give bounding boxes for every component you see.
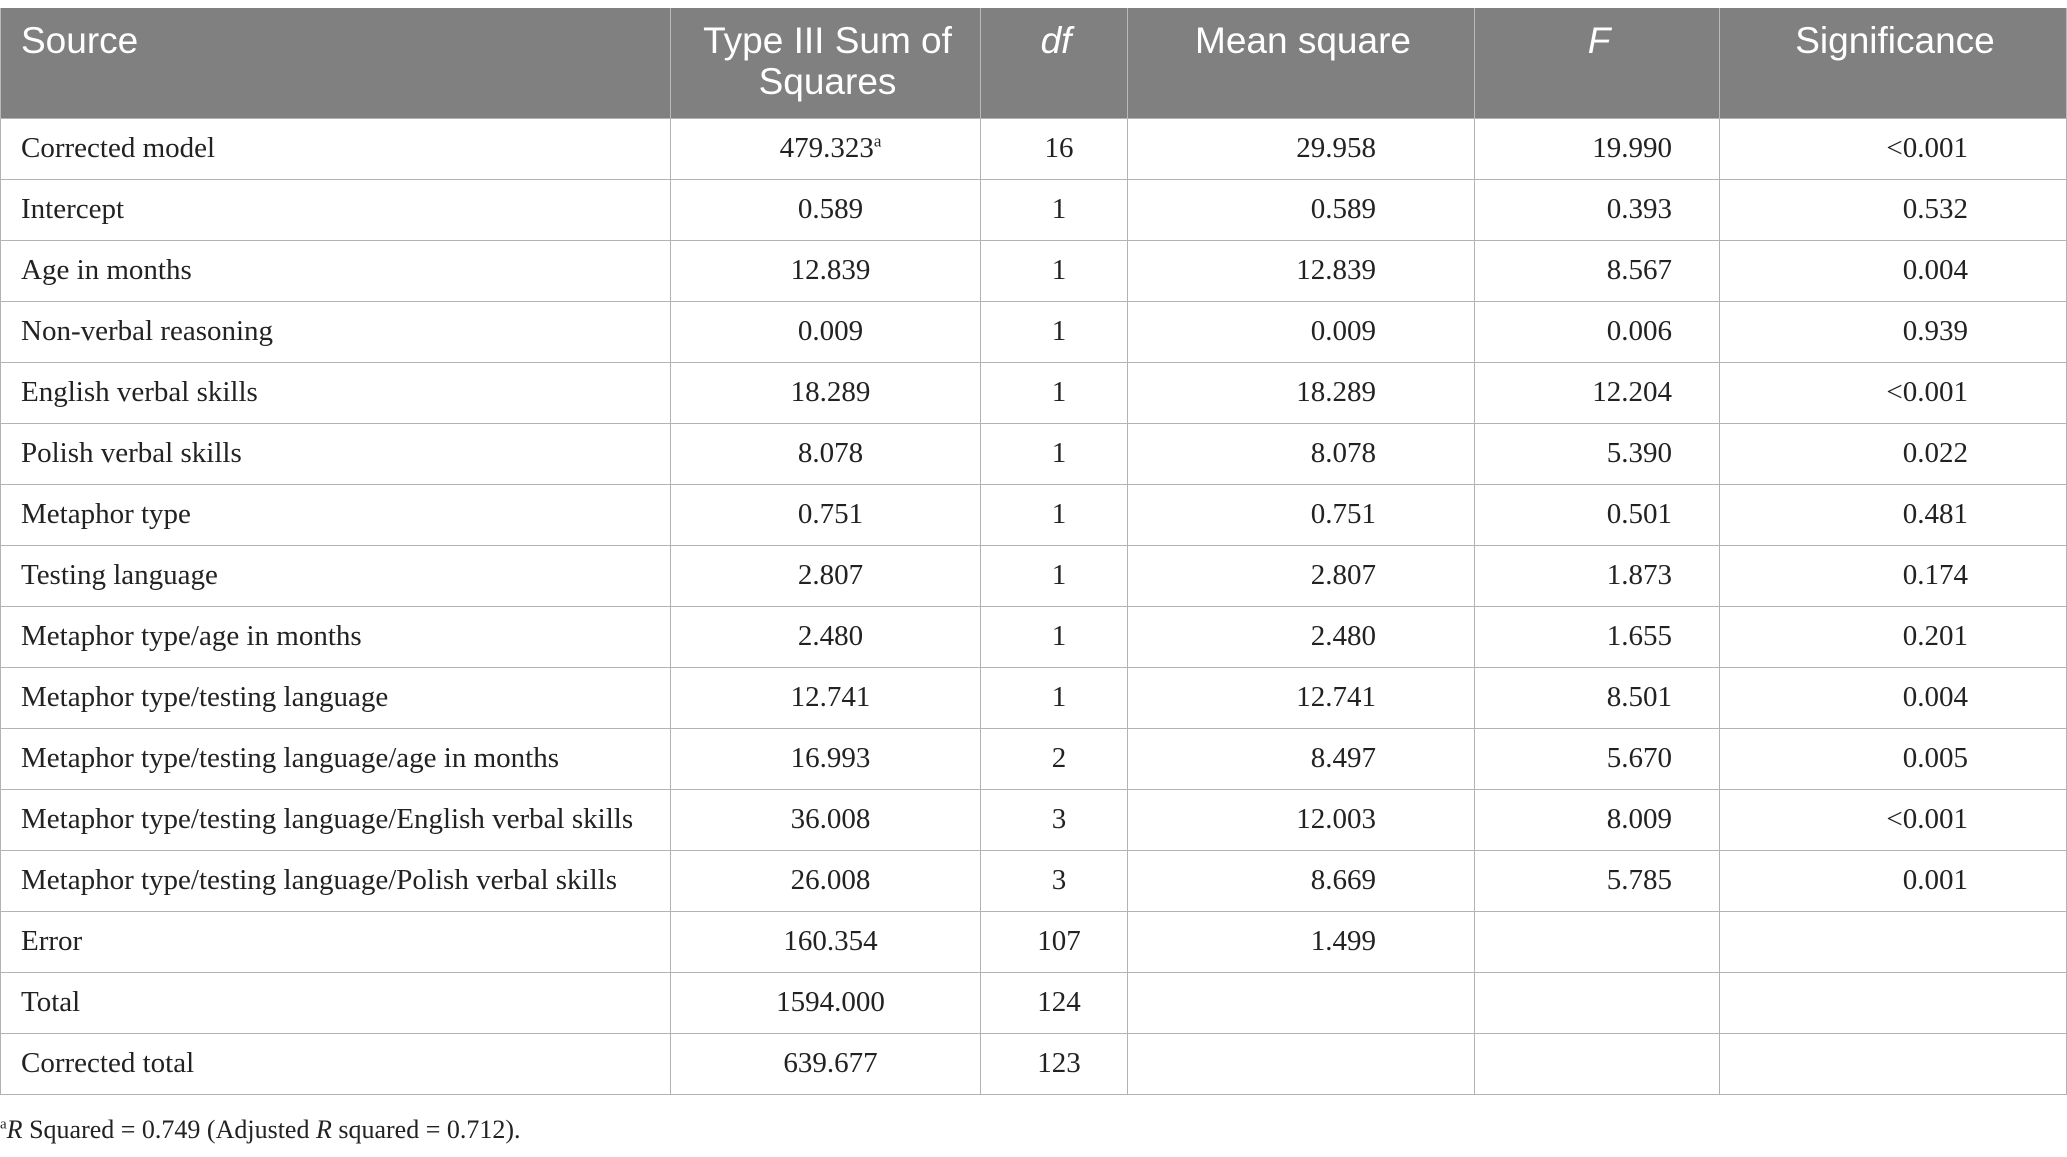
cell-df: 3 [981,850,1128,911]
cell-f-value: 12.204 [1592,376,1672,408]
cell-df: 123 [981,1033,1128,1094]
cell-significance-value: 0.004 [1902,254,1968,286]
cell-sum-of-squares [671,667,981,728]
cell-source: Metaphor type/testing language/age in months [1,728,671,789]
footnote-marker: a [0,1116,7,1133]
header-df: df [981,8,1128,118]
cell-df: 2 [981,728,1128,789]
cell-significance-value: 0.022 [1902,437,1968,469]
cell-sum-of-squares [671,1033,981,1094]
cell-sum-of-squares-value: 16.993 [790,742,871,774]
cell-f [1475,789,1720,850]
cell-significance-value: 0.532 [1902,193,1968,225]
cell-df: 1 [981,423,1128,484]
cell-f-value: 0.006 [1606,315,1672,347]
cell-mean-square-value: 0.009 [1310,315,1376,347]
footnote-reference: a [873,131,882,151]
table-row [1,728,2067,789]
table-row [1,423,2067,484]
cell-mean-square-value: 8.497 [1310,742,1376,774]
cell-sum-of-squares [671,301,981,362]
cell-sum-of-squares-value: 160.354 [783,925,878,957]
cell-f-value: 5.785 [1606,864,1672,896]
cell-sum-of-squares-value: 2.480 [797,620,864,652]
header-row [1,8,2067,118]
cell-source: Error [1,911,671,972]
cell-significance [1720,972,2067,1033]
cell-sum-of-squares-value: 26.008 [790,864,871,896]
header-sum-of-squares: Type III Sum of Squares [671,8,981,118]
cell-significance-value: 0.201 [1902,620,1968,652]
cell-significance [1720,545,2067,606]
cell-df: 1 [981,362,1128,423]
cell-df: 1 [981,484,1128,545]
cell-f-value: 5.670 [1606,742,1672,774]
cell-df: 124 [981,972,1128,1033]
cell-f-value: 8.501 [1606,681,1672,713]
cell-significance [1720,667,2067,728]
cell-f [1475,179,1720,240]
cell-sum-of-squares-value: 8.078 [797,437,864,469]
cell-mean-square [1128,972,1475,1033]
cell-f [1475,423,1720,484]
cell-source: Non-verbal reasoning [1,301,671,362]
cell-mean-square [1128,1033,1475,1094]
cell-sum-of-squares [671,972,981,1033]
cell-f-value: 1.873 [1606,559,1672,591]
footnote-r-symbol: R [6,1115,23,1144]
cell-df: 1 [981,606,1128,667]
table-row [1,240,2067,301]
cell-mean-square [1128,179,1475,240]
cell-mean-square [1128,484,1475,545]
cell-f [1475,301,1720,362]
cell-f [1475,362,1720,423]
table-row [1,118,2067,179]
table-row [1,362,2067,423]
cell-mean-square-value: 12.741 [1296,681,1376,713]
cell-source: Polish verbal skills [1,423,671,484]
cell-source: Metaphor type/testing language/English verbal skills [1,789,671,850]
cell-sum-of-squares-value: 12.741 [790,681,871,713]
cell-f [1475,972,1720,1033]
footnote-r-symbol-2: R [315,1115,332,1144]
cell-mean-square [1128,606,1475,667]
table-row [1,179,2067,240]
table-footnote [0,1115,521,1145]
cell-mean-square-value: 2.807 [1310,559,1376,591]
cell-significance-value: <0.001 [1886,376,1968,408]
cell-sum-of-squares [671,728,981,789]
cell-source: Metaphor type [1,484,671,545]
cell-significance [1720,423,2067,484]
cell-significance-value: <0.001 [1886,803,1968,835]
cell-sum-of-squares-value: 18.289 [790,376,871,408]
cell-df: 3 [981,789,1128,850]
cell-sum-of-squares-value: 12.839 [790,254,871,286]
cell-mean-square [1128,728,1475,789]
cell-df: 1 [981,667,1128,728]
cell-significance-value: 0.001 [1902,864,1968,896]
cell-sum-of-squares [671,789,981,850]
header-mean-square: Mean square [1128,8,1475,118]
cell-significance [1720,179,2067,240]
cell-significance-value: 0.481 [1902,498,1968,530]
cell-mean-square-value: 0.589 [1310,193,1376,225]
cell-sum-of-squares [671,423,981,484]
cell-significance [1720,789,2067,850]
cell-df: 1 [981,179,1128,240]
table-row [1,789,2067,850]
cell-f-value: 0.393 [1606,193,1672,225]
anova-table [0,8,2067,1095]
cell-f-value: 1.655 [1606,620,1672,652]
cell-source: Metaphor type/testing language [1,667,671,728]
cell-mean-square-value: 2.480 [1310,620,1376,652]
cell-mean-square [1128,362,1475,423]
cell-sum-of-squares [671,179,981,240]
footnote-text-part-1: Squared = 0.749 (Adjusted [22,1115,316,1144]
cell-source: Corrected model [1,118,671,179]
anova-table-container [0,8,2066,1095]
cell-sum-of-squares [671,606,981,667]
cell-sum-of-squares [671,484,981,545]
cell-mean-square [1128,911,1475,972]
cell-significance [1720,240,2067,301]
cell-significance [1720,850,2067,911]
cell-source: English verbal skills [1,362,671,423]
cell-df: 1 [981,545,1128,606]
cell-sum-of-squares [671,118,981,179]
cell-f [1475,484,1720,545]
cell-mean-square [1128,240,1475,301]
cell-significance-value: 0.939 [1902,315,1968,347]
cell-source: Metaphor type/age in months [1,606,671,667]
cell-mean-square [1128,789,1475,850]
cell-mean-square-value: 12.003 [1296,803,1376,835]
table-header [1,8,2067,118]
cell-f [1475,606,1720,667]
cell-sum-of-squares-value: 639.677 [783,1047,878,1079]
header-source: Source [1,8,671,118]
cell-significance-value: 0.005 [1902,742,1968,774]
cell-sum-of-squares-value: 479.323 [779,132,874,164]
cell-mean-square [1128,301,1475,362]
cell-source: Corrected total [1,1033,671,1094]
table-row [1,667,2067,728]
table-row [1,301,2067,362]
cell-mean-square-value: 8.669 [1310,864,1376,896]
table-row [1,972,2067,1033]
cell-mean-square [1128,423,1475,484]
cell-mean-square-value: 29.958 [1296,132,1376,164]
cell-significance [1720,301,2067,362]
cell-significance [1720,362,2067,423]
cell-df: 1 [981,301,1128,362]
cell-f [1475,1033,1720,1094]
cell-significance [1720,484,2067,545]
cell-f [1475,850,1720,911]
cell-mean-square-value: 1.499 [1310,925,1376,957]
cell-sum-of-squares-value: 0.589 [797,193,864,225]
cell-mean-square [1128,545,1475,606]
cell-significance [1720,911,2067,972]
cell-sum-of-squares-value: 0.751 [797,498,864,530]
cell-source: Total [1,972,671,1033]
cell-f-value: 8.567 [1606,254,1672,286]
cell-source: Metaphor type/testing language/Polish verbal skills [1,850,671,911]
cell-mean-square-value: 8.078 [1310,437,1376,469]
cell-mean-square-value: 12.839 [1296,254,1376,286]
header-f: F [1475,8,1720,118]
table-row [1,1033,2067,1094]
cell-significance [1720,118,2067,179]
cell-sum-of-squares [671,362,981,423]
cell-sum-of-squares [671,850,981,911]
cell-significance [1720,1033,2067,1094]
cell-mean-square [1128,118,1475,179]
cell-sum-of-squares-value: 2.807 [797,559,864,591]
cell-sum-of-squares [671,545,981,606]
footnote-text-part-2: squared = 0.712). [331,1115,521,1144]
cell-sum-of-squares-value: 36.008 [790,803,871,835]
cell-sum-of-squares-value: 0.009 [797,315,864,347]
cell-mean-square-value: 0.751 [1310,498,1376,530]
cell-df: 107 [981,911,1128,972]
cell-f-value: 0.501 [1606,498,1672,530]
cell-f-value: 8.009 [1606,803,1672,835]
cell-mean-square [1128,850,1475,911]
cell-df: 16 [981,118,1128,179]
cell-sum-of-squares-value: 1594.000 [776,986,885,1018]
table-row [1,484,2067,545]
table-row [1,850,2067,911]
cell-sum-of-squares [671,240,981,301]
cell-f [1475,240,1720,301]
cell-significance [1720,728,2067,789]
header-significance: Significance [1720,8,2067,118]
cell-sum-of-squares [671,911,981,972]
cell-f [1475,545,1720,606]
cell-source: Testing language [1,545,671,606]
table-row [1,545,2067,606]
cell-f [1475,118,1720,179]
cell-source: Intercept [1,179,671,240]
cell-f [1475,728,1720,789]
cell-significance-value: 0.174 [1902,559,1968,591]
cell-mean-square [1128,667,1475,728]
cell-f-value: 5.390 [1606,437,1672,469]
cell-f [1475,667,1720,728]
cell-f [1475,911,1720,972]
cell-significance-value: 0.004 [1902,681,1968,713]
cell-source: Age in months [1,240,671,301]
cell-df: 1 [981,240,1128,301]
table-row [1,911,2067,972]
cell-mean-square-value: 18.289 [1296,376,1376,408]
cell-significance [1720,606,2067,667]
table-body [1,118,2067,1094]
table-row [1,606,2067,667]
cell-f-value: 19.990 [1592,132,1672,164]
cell-significance-value: <0.001 [1886,132,1968,164]
